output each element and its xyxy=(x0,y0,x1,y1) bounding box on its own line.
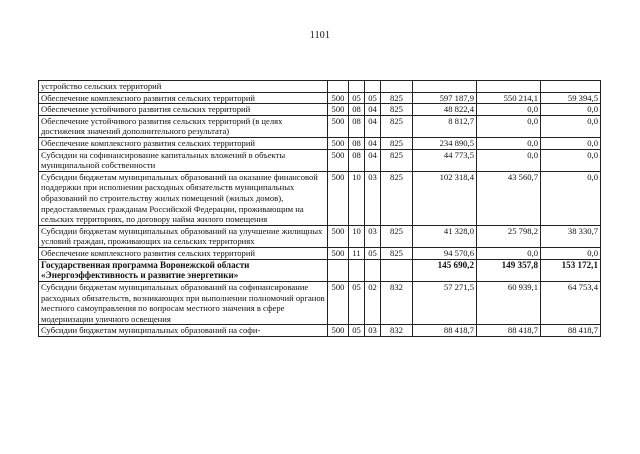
amount-year-1: 94 570,6 xyxy=(413,247,477,259)
code-program: 825 xyxy=(381,137,413,149)
row-description: Обеспечение устойчивого развития сельских территорий xyxy=(39,104,328,116)
amount-year-2: 0,0 xyxy=(477,149,541,171)
table-row xyxy=(39,247,601,259)
code-program: 825 xyxy=(381,149,413,171)
amount-year-1: 145 690,2 xyxy=(413,259,477,282)
amount-year-2: 0,0 xyxy=(477,115,541,137)
code-admin: 500 xyxy=(328,92,349,104)
table-row xyxy=(39,137,601,149)
amount-year-2: 43 560,7 xyxy=(477,171,541,225)
table-row xyxy=(39,104,601,116)
code-section xyxy=(349,259,365,282)
code-admin: 500 xyxy=(328,137,349,149)
code-admin xyxy=(328,81,349,93)
amount-year-1: 597 187,9 xyxy=(413,92,477,104)
amount-year-1: 57 271,5 xyxy=(413,282,477,325)
amount-year-2 xyxy=(477,81,541,93)
amount-year-3 xyxy=(541,81,601,93)
table-row xyxy=(39,149,601,171)
row-description: Обеспечение комплексного развития сельских территорий xyxy=(39,247,328,259)
amount-year-3: 0,0 xyxy=(541,149,601,171)
amount-year-2: 0,0 xyxy=(477,247,541,259)
code-program xyxy=(381,259,413,282)
code-admin xyxy=(328,259,349,282)
code-subsection: 04 xyxy=(365,104,381,116)
row-description: Обеспечение комплексного развития сельских территорий xyxy=(39,92,328,104)
amount-year-1 xyxy=(413,81,477,93)
amount-year-3: 0,0 xyxy=(541,247,601,259)
code-subsection xyxy=(365,81,381,93)
amount-year-1: 41 328,0 xyxy=(413,225,477,247)
table-row xyxy=(39,171,601,225)
code-program: 825 xyxy=(381,171,413,225)
code-program: 832 xyxy=(381,325,413,337)
code-subsection: 04 xyxy=(365,115,381,137)
table-row xyxy=(39,115,601,137)
amount-year-3: 59 394,5 xyxy=(541,92,601,104)
code-section: 11 xyxy=(349,247,365,259)
code-program: 832 xyxy=(381,282,413,325)
code-program: 825 xyxy=(381,104,413,116)
code-subsection: 05 xyxy=(365,92,381,104)
code-subsection: 03 xyxy=(365,225,381,247)
code-admin: 500 xyxy=(328,282,349,325)
budget-table xyxy=(38,80,601,337)
amount-year-3: 38 330,7 xyxy=(541,225,601,247)
code-admin: 500 xyxy=(328,325,349,337)
code-program: 825 xyxy=(381,247,413,259)
code-section: 08 xyxy=(349,104,365,116)
amount-year-1: 88 418,7 xyxy=(413,325,477,337)
code-subsection: 04 xyxy=(365,149,381,171)
amount-year-2: 149 357,8 xyxy=(477,259,541,282)
amount-year-3: 0,0 xyxy=(541,171,601,225)
code-program: 825 xyxy=(381,225,413,247)
code-subsection: 05 xyxy=(365,247,381,259)
code-section: 10 xyxy=(349,225,365,247)
code-program: 825 xyxy=(381,115,413,137)
code-section: 05 xyxy=(349,325,365,337)
code-admin: 500 xyxy=(328,171,349,225)
amount-year-3: 0,0 xyxy=(541,104,601,116)
amount-year-3: 64 753,4 xyxy=(541,282,601,325)
row-description: Субсидии бюджетам муниципальных образований на улучшение жилищных условий граждан, проживающих на сельских территориях xyxy=(39,225,328,247)
amount-year-3: 0,0 xyxy=(541,137,601,149)
amount-year-3: 0,0 xyxy=(541,115,601,137)
row-description: Субсидии на софинансирование капитальных вложений в объекты муниципальной собственности xyxy=(39,149,328,171)
row-description: Субсидии бюджетам муниципальных образований на софинансирование расходных обязательств, возникающих при выполнении полномочий органов местного самоуправления по вопросам местного значения в сфере модернизации уличного освещения xyxy=(39,282,328,325)
code-admin: 500 xyxy=(328,247,349,259)
code-program: 825 xyxy=(381,92,413,104)
code-admin: 500 xyxy=(328,225,349,247)
row-description: Субсидии бюджетам муниципальных образований на оказание финансовой поддержки при исполнении расходных обязательств муниципальных образований по строительству жилых помещений (жилых домов), предоставляемых гражданам Российской Федерации, проживающим на сельских территориях, по договору найма жилого помещения xyxy=(39,171,328,225)
code-section: 05 xyxy=(349,282,365,325)
code-admin: 500 xyxy=(328,104,349,116)
amount-year-3: 153 172,1 xyxy=(541,259,601,282)
amount-year-1: 102 318,4 xyxy=(413,171,477,225)
code-section xyxy=(349,81,365,93)
code-subsection: 04 xyxy=(365,137,381,149)
amount-year-2: 88 418,7 xyxy=(477,325,541,337)
row-description: Субсидии бюджетам муниципальных образований на софи- xyxy=(39,325,328,337)
code-section: 08 xyxy=(349,137,365,149)
code-subsection xyxy=(365,259,381,282)
amount-year-2: 550 214,1 xyxy=(477,92,541,104)
amount-year-2: 60 939,1 xyxy=(477,282,541,325)
table-body xyxy=(39,81,601,337)
code-section: 08 xyxy=(349,149,365,171)
row-description: Обеспечение устойчивого развития сельских территорий (в целях достижения значений дополнительного результата) xyxy=(39,115,328,137)
code-subsection: 03 xyxy=(365,171,381,225)
amount-year-1: 48 822,4 xyxy=(413,104,477,116)
row-description: Обеспечение комплексного развития сельских территорий xyxy=(39,137,328,149)
code-program xyxy=(381,81,413,93)
amount-year-1: 44 773,5 xyxy=(413,149,477,171)
row-description: устройство сельских территорий xyxy=(39,81,328,93)
code-section: 08 xyxy=(349,115,365,137)
table-row xyxy=(39,282,601,325)
amount-year-1: 8 812,7 xyxy=(413,115,477,137)
table-row xyxy=(39,81,601,93)
amount-year-2: 25 798,2 xyxy=(477,225,541,247)
code-section: 10 xyxy=(349,171,365,225)
code-section: 05 xyxy=(349,92,365,104)
page-number: 1101 xyxy=(309,30,331,41)
row-description: Государственная программа Воронежской области «Энергоэффективность и развитие энергетики» xyxy=(39,259,328,282)
code-admin: 500 xyxy=(328,149,349,171)
code-subsection: 03 xyxy=(365,325,381,337)
amount-year-3: 88 418,7 xyxy=(541,325,601,337)
table-row xyxy=(39,225,601,247)
code-subsection: 02 xyxy=(365,282,381,325)
amount-year-2: 0,0 xyxy=(477,104,541,116)
table-row xyxy=(39,325,601,337)
amount-year-1: 234 890,5 xyxy=(413,137,477,149)
code-admin: 500 xyxy=(328,115,349,137)
table-row xyxy=(39,92,601,104)
table-row xyxy=(39,259,601,282)
amount-year-2: 0,0 xyxy=(477,137,541,149)
